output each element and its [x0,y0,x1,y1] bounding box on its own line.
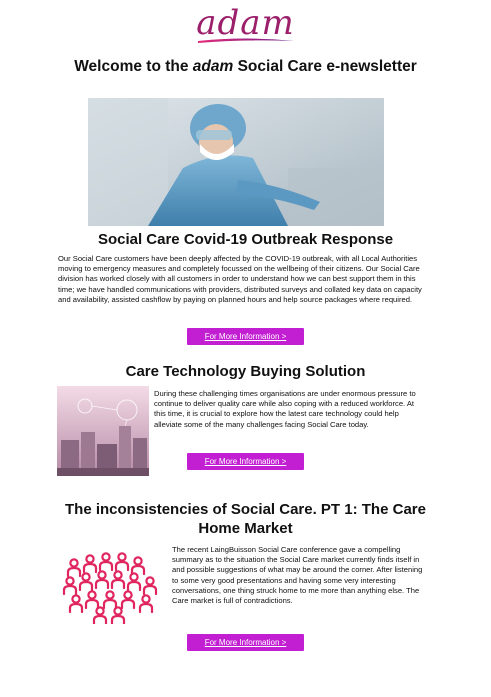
section-inconsistencies-title-line1: The inconsistencies of Social Care. PT 1: The Care [65,501,426,518]
inconsistencies-more-info-button[interactable]: For More Information > [187,634,304,651]
title-brand: adam [192,58,234,75]
section-inconsistencies-title [0,500,491,538]
people-group-icon [60,552,164,624]
logo-swoosh [196,34,296,46]
care-tech-more-info-button[interactable]: For More Information > [187,453,304,470]
care-technology-image [57,386,149,476]
title-suffix: Social Care e-newsletter [233,58,417,75]
covid-more-info-button[interactable]: For More Information > [187,328,304,345]
section-care-tech-body: During these challenging times organisations are under enormous pressure to continue to deliver quality care while also coping with a reduced workforce. At this time, it is crucial to explore how the latest care technology could help alleviate some of the many challenges facing Social Care today. [154,389,416,429]
section-covid-body: Our Social Care customers have been deeply affected by the COVID-19 outbreak, with all Local Authorities moving to emergency measures and completely focussed on the wellbeing of their citizens. Our Social Care division has worked closely with all customers in order to understand how we can best support them in this time; we have handled communications with providers, distributed surveys and collated key data on capacity and availability, assisted cashflow by paying on planned hours and help source packages where required. [58,254,422,304]
section-covid-title: Social Care Covid-19 Outbreak Response [97,231,394,248]
newsletter-title [0,57,491,77]
title-prefix: Welcome to the [74,58,193,75]
logo-text: adam [196,3,295,43]
section-care-tech-title: Care Technology Buying Solution [125,363,366,380]
section-inconsistencies-title-line2: Home Market [198,520,293,537]
hero-image-surgeon [88,98,384,226]
section-inconsistencies-body: The recent LaingBuisson Social Care conference gave a compelling summary as to the situation the Social Care market currently finds itself in and possible suggestions of what may be around the corner. After listening to some very good presentations and having some very interesting conversations, one thing struck home to me more than anything else. The Care market is full of contradictions. [172,545,423,606]
